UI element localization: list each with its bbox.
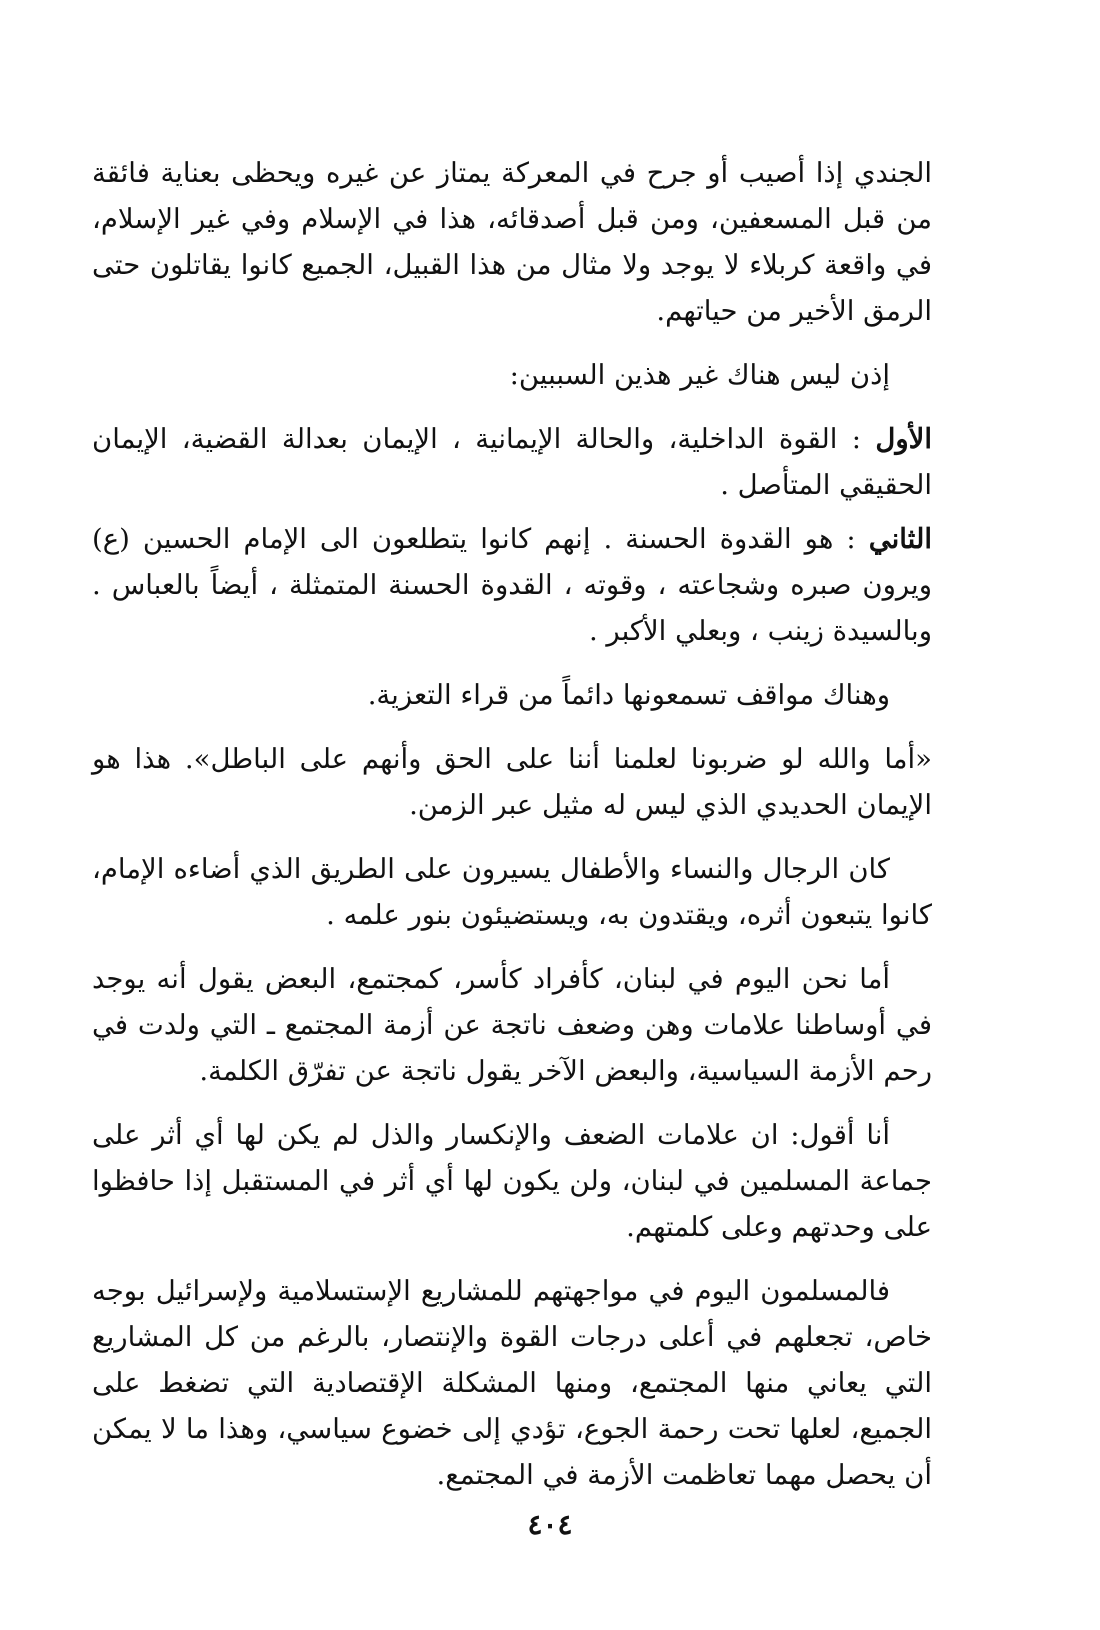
body-text <box>92 150 932 1516</box>
paragraph-9: أنا أقول: ان علامات الضعف والإنكسار والذل لم يكن لها أي أثر على جماعة المسلمين في لبنان، ولن يكون لها أي أثر في المستقبل إذا حافظوا على وحدتهم وعلى كلمتهم. <box>92 1119 932 1243</box>
paragraph-10: فالمسلمون اليوم في مواجهتهم للمشاريع الإستسلامية ولإسرائيل بوجه خاص، تجعلهم في أعلى درجات القوة والإنتصار، بالرغم من كل المشاريع التي يعاني منها المجتمع، ومنها المشكلة الإقتصادية التي تضغط على الجميع، لعلها تحت رحمة الجوع، تؤدي إلى خضوع سياسي، وهذا ما لا يمكن أن يحصل مهما تعاظمت الأزمة في المجتمع. <box>92 1275 932 1491</box>
paragraph-6: «أما والله لو ضربونا لعلمنا أننا على الحق وأنهم على الباطل». هذا هو الإيمان الحديدي الذي ليس له مثيل عبر الزمن. <box>92 743 932 821</box>
paragraph-4: الثاني : هو القدوة الحسنة . إنهم كانوا يتطلعون الى الإمام الحسين (ع) ويرون صبره وشجاعته ، وقوته ، القدوة الحسنة المتمثلة ، أيضاً بالعباس . وبالسيدة زينب ، وبعلي الأكبر . <box>92 523 932 647</box>
paragraph-5: وهناك مواقف تسمعونها دائماً من قراء التعزية. <box>367 679 890 711</box>
paragraph-1: الجندي إذا أصيب أو جرح في المعركة يمتاز عن غيره ويحظى بعناية فائقة من قبل المسعفين، ومن قبل أصدقائه، هذا في الإسلام وفي غير الإسلام، في واقعة كربلاء لا يوجد ولا مثال من هذا القبيل، الجميع كانوا يقاتلون حتى الرمق الأخير من حياتهم. <box>92 157 932 327</box>
paragraph-3: الأول : القوة الداخلية، والحالة الإيمانية ، الإيمان بعدالة القضية، الإيمان الحقيقي المتأصل . <box>92 423 932 501</box>
paragraph-label: الأول <box>875 423 932 455</box>
paragraph-7: كان الرجال والنساء والأطفال يسيرون على الطريق الذي أضاءه الإمام، كانوا يتبعون أثره، ويقتدون به، ويستضيئون بنور علمه . <box>92 853 932 931</box>
paragraph-2: إذن ليس هناك غير هذين السببين: <box>509 359 890 391</box>
page-number: ٤٠٤ <box>527 1508 573 1541</box>
paragraph-8: أما نحن اليوم في لبنان، كأفراد كأسر، كمجتمع، البعض يقول أنه يوجد في أوساطنا علامات وهن وضعف ناتجة عن أزمة المجتمع ـ التي ولدت في رحم الأزمة السياسية، والبعض الآخر يقول ناتجة عن تفرّق الكلمة. <box>92 963 932 1087</box>
paragraph-label: الثاني <box>868 523 932 555</box>
